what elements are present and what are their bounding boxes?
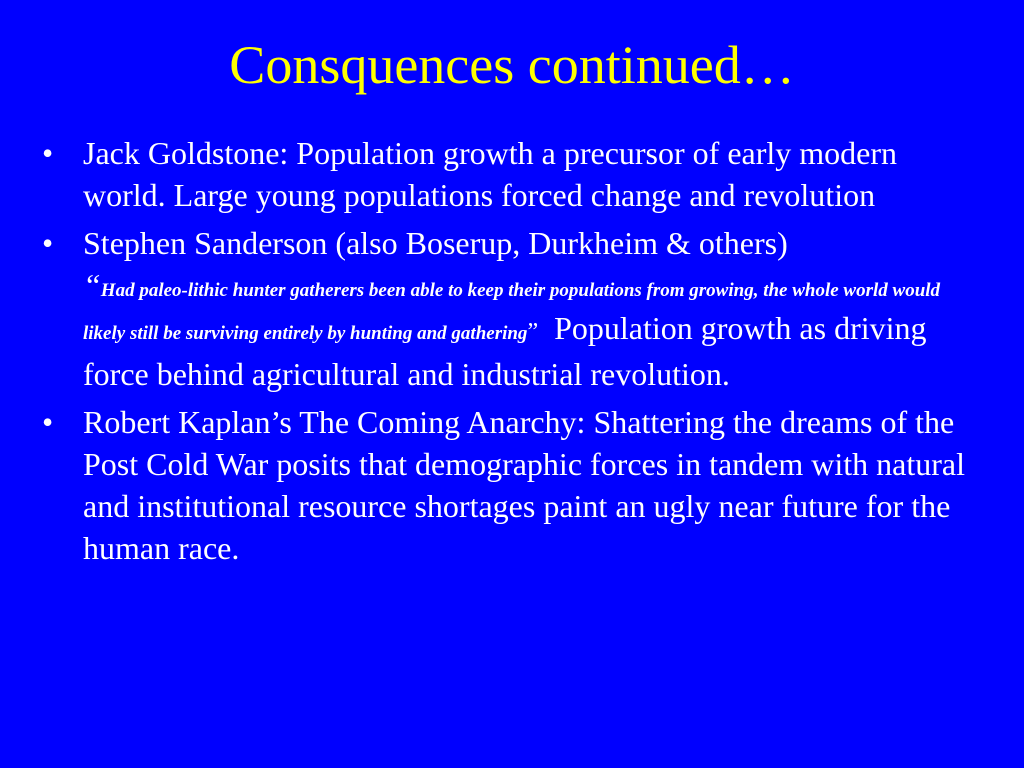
bullet-kaplan — [42, 401, 982, 569]
bullet-tail-text: Population growth as driving force behind agricultural and industrial revolution. — [83, 310, 927, 392]
bullet-point-icon: • — [42, 225, 54, 261]
close-quote: ” — [527, 319, 539, 345]
slide-title: Consquences continued… — [229, 35, 795, 95]
bullet-point-icon: • — [42, 135, 54, 171]
bullet-goldstone — [42, 132, 982, 216]
open-quote: “ — [83, 267, 101, 303]
bullet-lead-text: Stephen Sanderson (also Boserup, Durkheim & others) — [83, 225, 788, 261]
bullet-sanderson — [42, 222, 982, 395]
quote-text: Had paleo-lithic hunter gatherers been able to keep their populations from growing, the whole world would likely still be surviving entirely by hunting and gathering — [83, 280, 941, 344]
bullet-list — [42, 132, 982, 575]
bullet-text: Robert Kaplan’s The Coming Anarchy: Shattering the dreams of the Post Cold War posits that demographic forces in tandem with natural and institutional resource shortages paint an ugly near future for the human race. — [83, 404, 965, 566]
bullet-point-icon: • — [42, 404, 54, 440]
bullet-text: Jack Goldstone: Population growth a precursor of early modern world. Large young populations forced change and revolution — [83, 135, 898, 213]
